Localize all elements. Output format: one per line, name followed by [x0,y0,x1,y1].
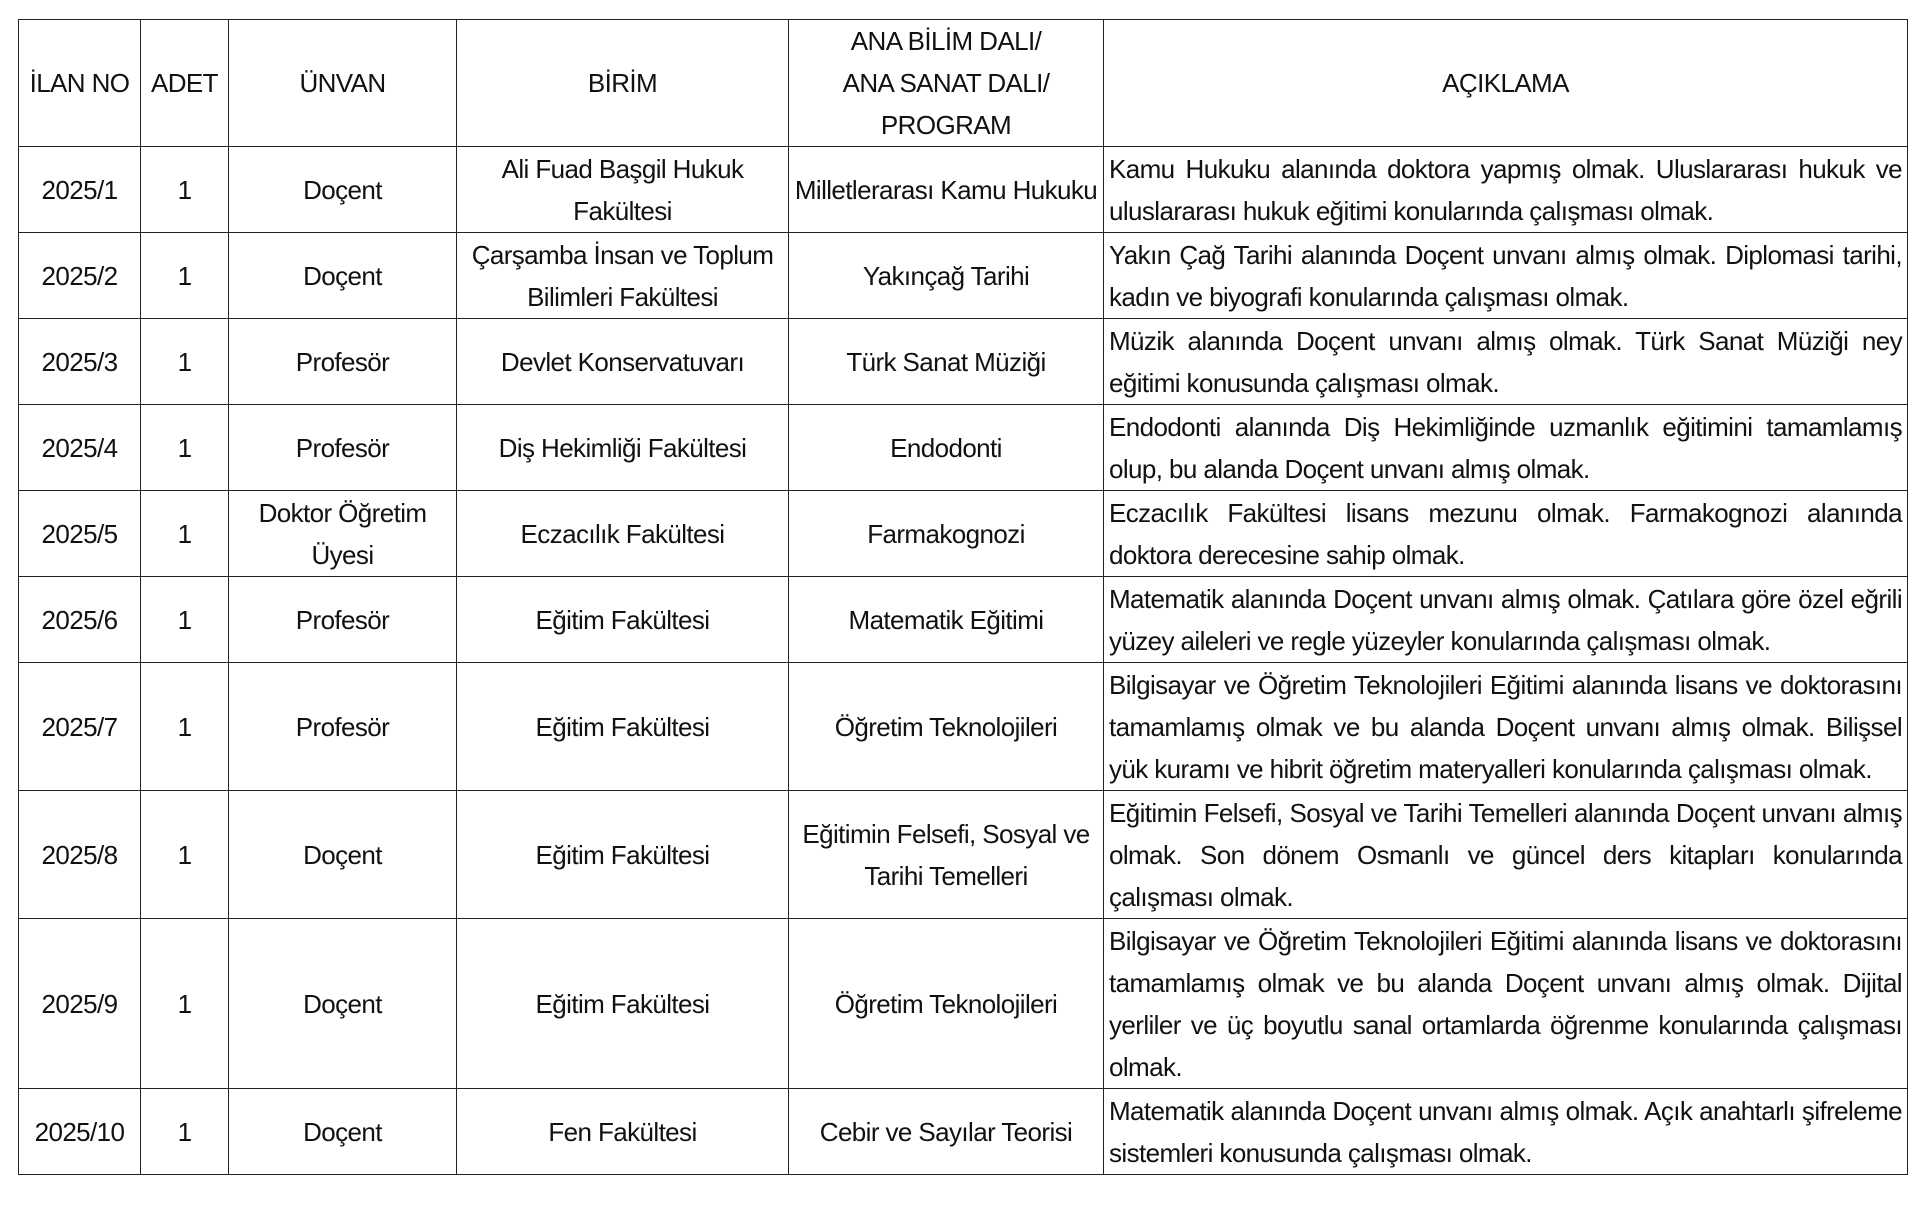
cell-adet: 1 [141,1089,229,1175]
cell-birim: Eğitim Fakültesi [457,663,789,791]
table-row [19,791,1908,919]
table-row [19,577,1908,663]
header-row [19,20,1908,147]
cell-ilan-no: 2025/2 [19,233,141,319]
table-row [19,233,1908,319]
cell-ilan-no: 2025/1 [19,147,141,233]
cell-program: Milletlerarası Kamu Hukuku [789,147,1104,233]
cell-ilan-no: 2025/7 [19,663,141,791]
header-anabilim-line2: ANA SANAT DALI/ [842,68,1050,98]
cell-unvan: Doktor Öğretim Üyesi [229,491,457,577]
cell-aciklama: Yakın Çağ Tarihi alanında Doçent unvanı almış olmak. Diplomasi tarihi, kadın ve biyografi konularında çalışması olmak. [1104,233,1908,319]
cell-program: Öğretim Teknolojileri [789,919,1104,1089]
cell-unvan: Profesör [229,577,457,663]
header-adet: ADET [141,20,229,147]
table-row [19,1089,1908,1175]
cell-birim: Fen Fakültesi [457,1089,789,1175]
cell-ilan-no: 2025/10 [19,1089,141,1175]
cell-aciklama: Bilgisayar ve Öğretim Teknolojileri Eğitimi alanında lisans ve doktorasını tamamlamış olmak ve bu alanda Doçent unvanı almış olmak. Dijital yerliler ve üç boyutlu sanal ortamlarda öğrenme konularında çalışması olmak. [1104,919,1908,1089]
cell-unvan: Profesör [229,663,457,791]
ilan-table [18,19,1908,1175]
cell-aciklama: Bilgisayar ve Öğretim Teknolojileri Eğitimi alanında lisans ve doktorasını tamamlamış olmak ve bu alanda Doçent unvanı almış olmak. Bilişsel yük kuramı ve hibrit öğretim materyalleri konularında çalışması olmak. [1104,663,1908,791]
cell-unvan: Doçent [229,791,457,919]
table-row [19,319,1908,405]
cell-birim: Ali Fuad Başgil Hukuk Fakültesi [457,147,789,233]
cell-program: Yakınçağ Tarihi [789,233,1104,319]
table-row [19,491,1908,577]
cell-unvan: Profesör [229,319,457,405]
table-row [19,663,1908,791]
cell-ilan-no: 2025/9 [19,919,141,1089]
cell-aciklama: Eğitimin Felsefi, Sosyal ve Tarihi Temelleri alanında Doçent unvanı almış olmak. Son dönem Osmanlı ve güncel ders kitapları konularında çalışması olmak. [1104,791,1908,919]
cell-adet: 1 [141,919,229,1089]
cell-adet: 1 [141,663,229,791]
table-row [19,405,1908,491]
cell-unvan: Doçent [229,1089,457,1175]
header-birim: BİRİM [457,20,789,147]
cell-aciklama: Matematik alanında Doçent unvanı almış olmak. Çatılara göre özel eğrili yüzey aileleri ve regle yüzeyler konularında çalışması olmak. [1104,577,1908,663]
table-row [19,147,1908,233]
cell-birim: Çarşamba İnsan ve Toplum Bilimleri Fakültesi [457,233,789,319]
header-ilan-no: İLAN NO [19,20,141,147]
cell-aciklama: Matematik alanında Doçent unvanı almış olmak. Açık anahtarlı şifreleme sistemleri konusunda çalışması olmak. [1104,1089,1908,1175]
cell-aciklama: Müzik alanında Doçent unvanı almış olmak. Türk Sanat Müziği ney eğitimi konusunda çalışması olmak. [1104,319,1908,405]
cell-ilan-no: 2025/4 [19,405,141,491]
cell-program: Eğitimin Felsefi, Sosyal ve Tarihi Temelleri [789,791,1104,919]
cell-birim: Eğitim Fakültesi [457,791,789,919]
cell-program: Matematik Eğitimi [789,577,1104,663]
cell-adet: 1 [141,791,229,919]
header-aciklama: AÇIKLAMA [1104,20,1908,147]
cell-unvan: Doçent [229,919,457,1089]
cell-adet: 1 [141,319,229,405]
cell-unvan: Doçent [229,233,457,319]
header-anabilim [789,20,1104,147]
cell-ilan-no: 2025/6 [19,577,141,663]
cell-program: Farmakognozi [789,491,1104,577]
cell-unvan: Profesör [229,405,457,491]
cell-adet: 1 [141,147,229,233]
table-row [19,919,1908,1089]
cell-birim: Diş Hekimliği Fakültesi [457,405,789,491]
cell-birim: Eczacılık Fakültesi [457,491,789,577]
cell-adet: 1 [141,577,229,663]
cell-aciklama: Endodonti alanında Diş Hekimliğinde uzmanlık eğitimini tamamlamış olup, bu alanda Doçent unvanı almış olmak. [1104,405,1908,491]
cell-ilan-no: 2025/3 [19,319,141,405]
cell-aciklama: Kamu Hukuku alanında doktora yapmış olmak. Uluslararası hukuk ve uluslararası hukuk eğitimi konularında çalışması olmak. [1104,147,1908,233]
cell-birim: Eğitim Fakültesi [457,919,789,1089]
cell-program: Türk Sanat Müziği [789,319,1104,405]
header-anabilim-line3: PROGRAM [880,110,1012,140]
cell-aciklama: Eczacılık Fakültesi lisans mezunu olmak. Farmakognozi alanında doktora derecesine sahip olmak. [1104,491,1908,577]
cell-program: Öğretim Teknolojileri [789,663,1104,791]
cell-adet: 1 [141,491,229,577]
cell-program: Endodonti [789,405,1104,491]
table-header [19,20,1908,147]
table-body [19,147,1908,1175]
cell-ilan-no: 2025/8 [19,791,141,919]
cell-ilan-no: 2025/5 [19,491,141,577]
header-anabilim-line1: ANA BİLİM DALI/ [850,26,1042,56]
cell-program: Cebir ve Sayılar Teorisi [789,1089,1104,1175]
cell-birim: Devlet Konservatuvarı [457,319,789,405]
cell-adet: 1 [141,233,229,319]
cell-adet: 1 [141,405,229,491]
cell-birim: Eğitim Fakültesi [457,577,789,663]
header-unvan: ÜNVAN [229,20,457,147]
cell-unvan: Doçent [229,147,457,233]
